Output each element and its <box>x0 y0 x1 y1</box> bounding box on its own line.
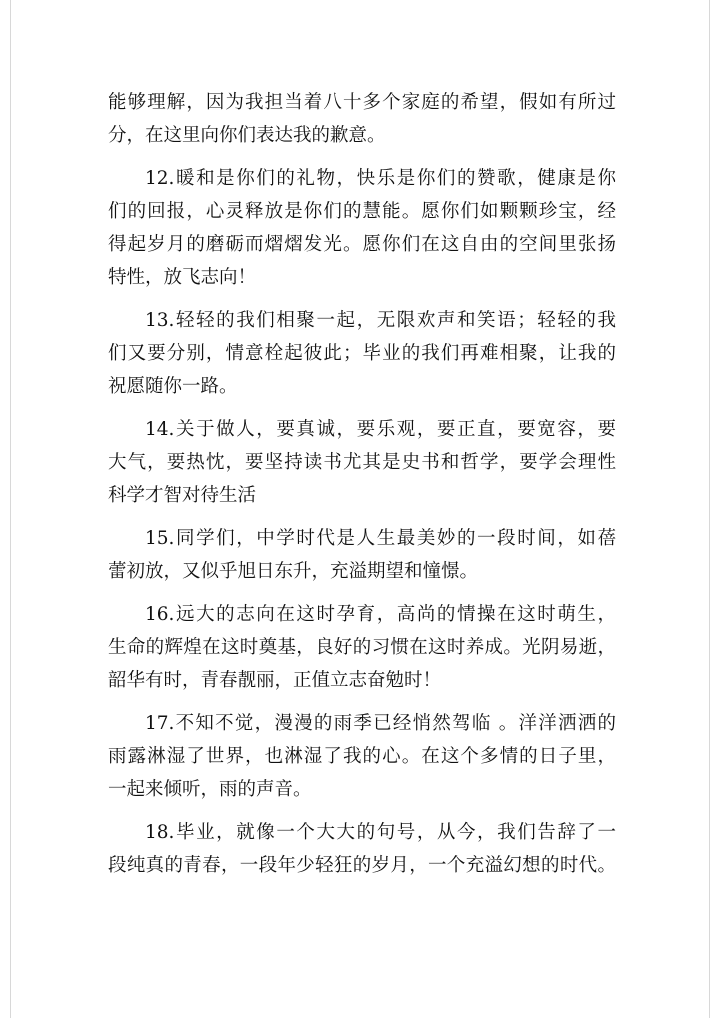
text-line: 特性，放飞志向！ <box>108 267 257 288</box>
text-line: 18.毕业，就像一个大大的句号，从今，我们告辞了一 <box>145 822 616 843</box>
text-line: 16.远大的志向在这时孕育，高尚的情操在这时萌生， <box>145 604 616 625</box>
paragraph-continuation <box>108 86 616 152</box>
text-line: 们的回报，心灵释放是你们的慧能。愿你们如颗颗珍宝，经 <box>108 201 616 222</box>
text-line: 们又要分别，情意栓起彼此；毕业的我们再难相聚，让我的 <box>108 343 616 364</box>
text-line: 大气，要热忱，要坚持读书尤其是史书和哲学，要学会理性 <box>108 452 616 473</box>
paragraph-item-17 <box>108 707 616 806</box>
text-line: 得起岁月的磨砺而熠熠发光。愿你们在这自由的空间里张扬 <box>108 234 616 255</box>
paragraph-item-16 <box>108 598 616 697</box>
text-line: 能够理解，因为我担当着八十多个家庭的希望，假如有所过 <box>108 92 616 113</box>
paragraph-item-13 <box>108 304 616 403</box>
page-right-border <box>709 0 710 1018</box>
text-line: 祝愿随你一路。 <box>108 376 238 397</box>
text-line: 14.关于做人，要真诚，要乐观，要正直，要宽容，要 <box>145 419 616 440</box>
text-line: 科学才智对待生活 <box>108 485 257 506</box>
text-line: 蕾初放，又似乎旭日东升，充溢期望和憧憬。 <box>108 561 479 582</box>
document-body <box>108 86 616 892</box>
text-line: 13.轻轻的我们相聚一起，无限欢声和笑语；轻轻的我 <box>145 310 616 331</box>
paragraph-item-18 <box>108 816 616 882</box>
paragraph-item-15 <box>108 522 616 588</box>
text-line: 17.不知不觉，漫漫的雨季已经悄然驾临 。洋洋洒洒的 <box>145 713 616 734</box>
text-line: 段纯真的青春，一段年少轻狂的岁月，一个充溢幻想的时代。 <box>108 855 616 876</box>
text-line: 韶华有时，青春靓丽，正值立志奋勉时！ <box>108 670 442 691</box>
text-line: 雨露淋湿了世界，也淋湿了我的心。在这个多情的日子里， <box>108 746 616 767</box>
text-line: 一起来倾听，雨的声音。 <box>108 779 312 800</box>
paragraph-item-12 <box>108 162 616 294</box>
text-line: 分，在这里向你们表达我的歉意。 <box>108 125 386 146</box>
paragraph-item-14 <box>108 413 616 512</box>
text-line: 15.同学们，中学时代是人生最美妙的一段时间，如蓓 <box>145 528 616 549</box>
page-left-border <box>10 0 11 1018</box>
text-line: 12.暖和是你们的礼物，快乐是你们的赞歌，健康是你 <box>145 168 616 189</box>
text-line: 生命的辉煌在这时奠基，良好的习惯在这时养成。光阴易逝， <box>108 637 616 658</box>
